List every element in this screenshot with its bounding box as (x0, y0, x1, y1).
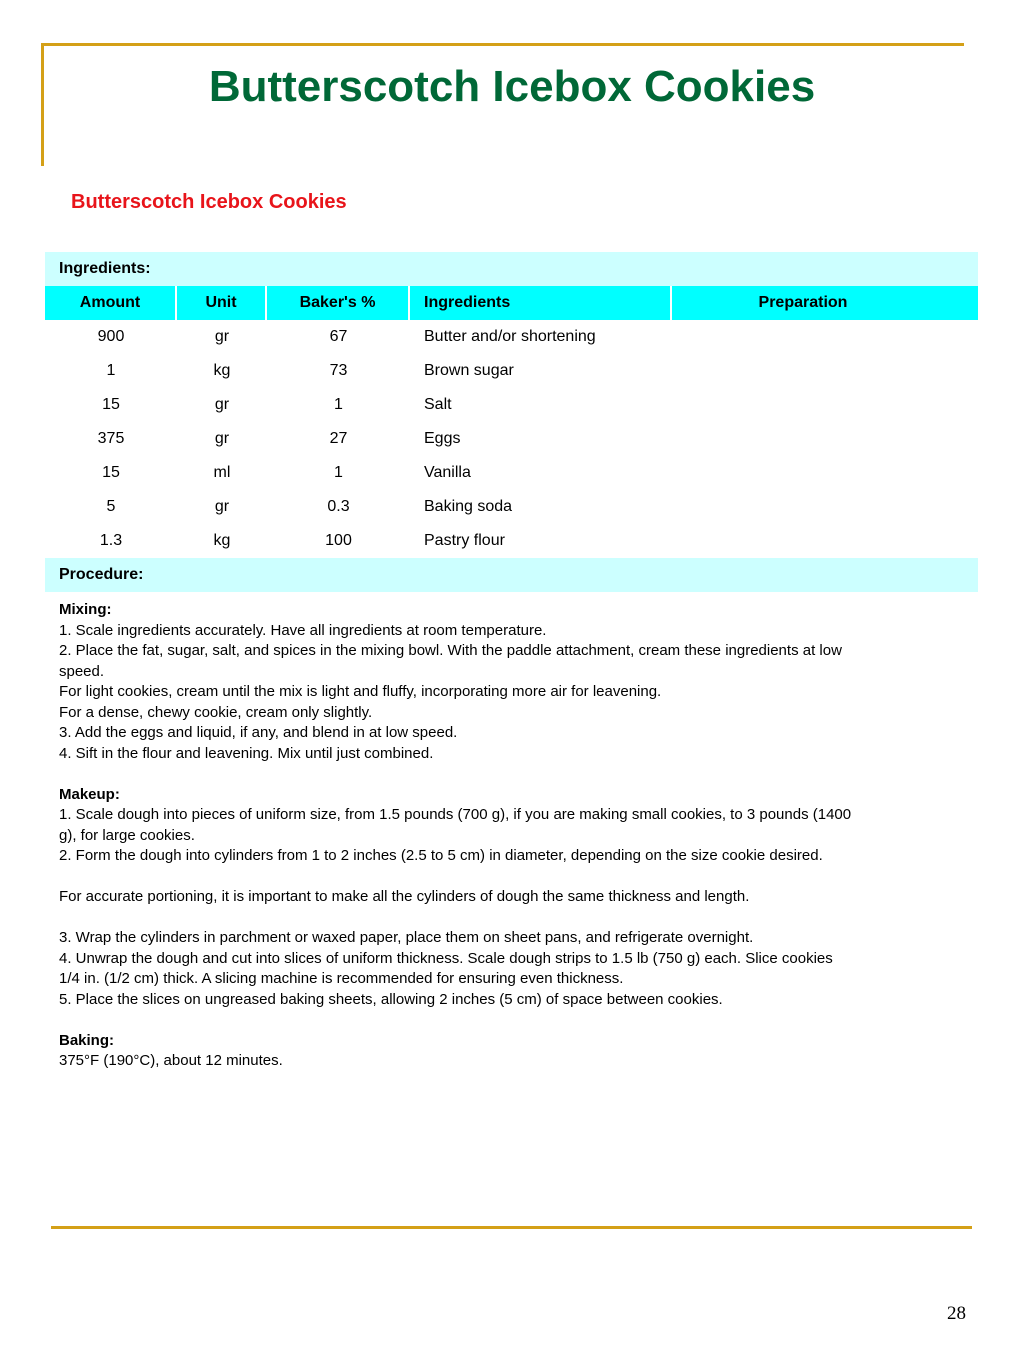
cell-preparation (672, 320, 978, 354)
procedure-line: speed. (59, 662, 105, 680)
makeup-heading: Makeup: (59, 785, 120, 803)
paragraph-spacer (59, 1010, 964, 1031)
page-title: Butterscotch Icebox Cookies (208, 62, 816, 111)
recipe-heading: Butterscotch Icebox Cookies (71, 191, 347, 213)
cell-bakers-percent: 1 (334, 396, 343, 413)
procedure-line: 1. Scale ingredients accurately. Have all ingredients at room temperature. (59, 621, 547, 639)
column-header-bakers-percent: Baker's % (267, 286, 410, 320)
table-row (45, 354, 978, 388)
procedure-line: For light cookies, cream until the mix is light and fluffy, incorporating more air for leavening. (59, 683, 662, 700)
table-row (45, 320, 978, 354)
column-header-unit: Unit (177, 286, 267, 320)
table-row (45, 490, 978, 524)
cell-bakers-percent: 73 (329, 362, 348, 379)
recipe-table (45, 252, 978, 1072)
cell-amount: 375 (97, 430, 125, 447)
table-row (45, 456, 978, 490)
column-header-amount: Amount (45, 286, 177, 320)
cell-unit: kg (213, 532, 231, 549)
paragraph-spacer (59, 764, 964, 785)
baking-heading: Baking: (59, 1031, 115, 1049)
cell-ingredient: Eggs (424, 430, 461, 447)
cell-bakers-percent: 0.3 (327, 498, 350, 515)
cell-bakers-percent: 1 (334, 464, 343, 481)
ingredients-section-label: Ingredients: (45, 252, 978, 286)
paragraph-spacer (59, 867, 964, 888)
cell-bakers-percent: 100 (325, 532, 352, 549)
column-header-preparation: Preparation (758, 294, 848, 311)
cell-preparation (672, 524, 978, 558)
procedure-text (45, 592, 978, 1072)
cell-ingredient: Butter and/or shortening (424, 328, 596, 345)
cell-ingredient: Baking soda (424, 498, 513, 515)
table-row (45, 388, 978, 422)
cell-unit: kg (213, 362, 231, 379)
cell-amount: 15 (102, 464, 120, 481)
mixing-heading: Mixing: (59, 601, 112, 618)
procedure-line: 3. Wrap the cylinders in parchment or waxed paper, place them on sheet pans, and refrigerate overnight. (59, 929, 754, 946)
cell-unit: gr (214, 430, 230, 447)
cell-preparation (672, 354, 978, 388)
cell-amount: 15 (102, 396, 120, 413)
cell-preparation (672, 388, 978, 422)
procedure-line: 3. Add the eggs and liquid, if any, and blend in at low speed. (59, 724, 458, 741)
table-row (45, 524, 978, 558)
paragraph-spacer (59, 908, 964, 929)
procedure-line: g), for large cookies. (59, 826, 195, 844)
procedure-line: 1. Scale dough into pieces of uniform size, from 1.5 pounds (700 g), if you are making small cookies, to 3 pounds (1400 (59, 806, 852, 823)
procedure-line: 1/4 in. (1/2 cm) thick. A slicing machine is recommended for ensuring even thickness. (59, 970, 624, 987)
table-row (45, 422, 978, 456)
procedure-line: For accurate portioning, it is important to make all the cylinders of dough the same thickness and length. (59, 888, 750, 905)
table-header-row (45, 286, 978, 320)
cell-amount: 1.3 (99, 532, 123, 549)
cell-preparation (672, 456, 978, 490)
procedure-line: 2. Form the dough into cylinders from 1 to 2 inches (2.5 to 5 cm) in diameter, depending on the size cookie desired. (59, 847, 823, 864)
cell-ingredient: Vanilla (424, 464, 471, 481)
cell-unit: ml (213, 464, 231, 481)
cell-bakers-percent: 27 (329, 430, 348, 447)
procedure-section-label: Procedure: (45, 558, 978, 592)
cell-preparation (672, 490, 978, 524)
page-number: 28 (947, 1303, 966, 1324)
cell-unit: gr (214, 498, 230, 515)
cell-ingredient: Pastry flour (424, 532, 505, 549)
procedure-line: 5. Place the slices on ungreased baking sheets, allowing 2 inches (5 cm) of space between cookies. (59, 990, 723, 1008)
footer-accent-rule (51, 1226, 972, 1229)
procedure-line: For a dense, chewy cookie, cream only slightly. (59, 703, 373, 721)
procedure-line: 375°F (190°C), about 12 minutes. (59, 1052, 283, 1069)
cell-ingredient: Brown sugar (424, 362, 514, 379)
cell-ingredient: Salt (424, 396, 452, 413)
cell-preparation (672, 422, 978, 456)
top-accent-rule (41, 43, 964, 46)
cell-amount: 5 (106, 498, 116, 515)
column-header-ingredients: Ingredients (410, 286, 672, 320)
procedure-line: 2. Place the fat, sugar, salt, and spices in the mixing bowl. With the paddle attachment, cream these ingredients at low (59, 642, 842, 659)
cell-amount: 900 (97, 328, 125, 345)
cell-unit: gr (214, 328, 230, 345)
cell-bakers-percent: 67 (329, 328, 348, 345)
procedure-line: 4. Sift in the flour and leavening. Mix until just combined. (59, 744, 434, 762)
cell-amount: 1 (106, 362, 116, 379)
procedure-line: 4. Unwrap the dough and cut into slices of uniform thickness. Scale dough strips to 1.5 lb (750 g) each. Slice cookies (59, 949, 833, 967)
cell-unit: gr (214, 396, 230, 413)
